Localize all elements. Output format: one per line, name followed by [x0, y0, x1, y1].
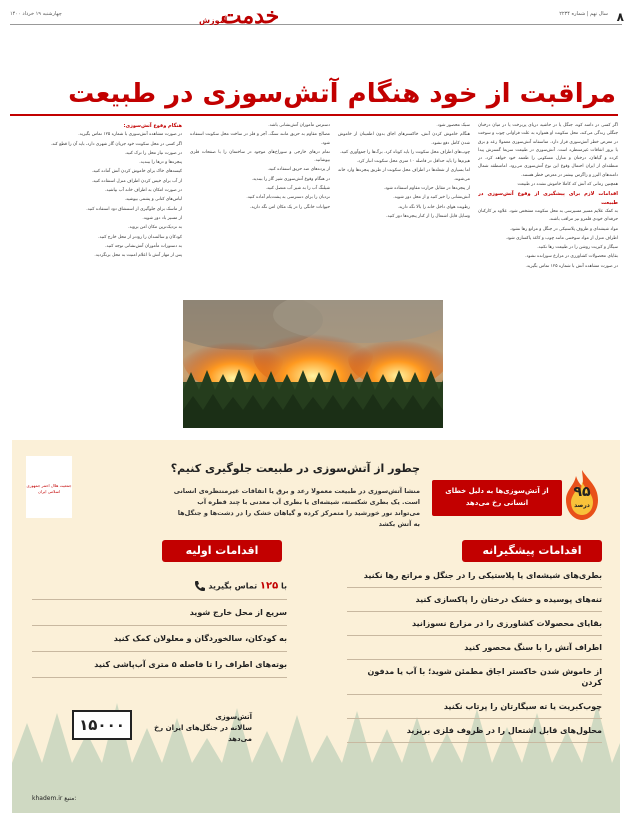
- prevention-item: چوب‌کبریت یا ته سیگارتان را پرتاب نکنید: [347, 701, 602, 719]
- title-rule: [10, 114, 618, 116]
- firstaid-item: بوته‌های اطراف را تا فاصله ۵ متری آب‌پاشی کنید: [32, 659, 287, 678]
- col3-para: نردبان را برای دسترسی به پشت‌بام آماده کنید.: [246, 195, 330, 201]
- prevention-list: [347, 570, 602, 749]
- column-2: [338, 122, 470, 297]
- stat-title: آتش‌سوزی: [215, 713, 252, 721]
- col4-para: از ماسک برای جلوگیری از استنشاق دود استفاده کنید.: [86, 206, 182, 212]
- prevention-item: بطری‌های شیشه‌ای یا پلاستیکی را در جنگل و مراتع رها نکنید: [347, 570, 602, 588]
- firstaid-tag: اقدامات اولیه: [162, 540, 282, 562]
- col1-para: بقایای محصولات کشاورزی در مزارع سوزانده نشود.: [525, 254, 618, 260]
- prevention-item: اطراف آتش را با سنگ محصور کنید: [347, 642, 602, 660]
- header-rule: [10, 24, 622, 25]
- col1-para: به کمک علایم مسیر مسیرسی به محل سکونت مشخص شود. علاوه بر کارکنان حرفه‌ای خودی قلمرو نیز مراقب باشند.: [478, 208, 618, 223]
- percent-label: درصد: [574, 502, 590, 509]
- column-3: [190, 122, 330, 297]
- call-pre: با: [280, 581, 287, 591]
- col4-para: در صورت امکان به اطراف خانه آب بپاشید.: [104, 188, 182, 194]
- source-label: منبع:: [64, 795, 77, 802]
- col2-para: از پنجره‌ها در مقابل حرارت مقاوم استفاده شود.: [383, 186, 470, 192]
- col4-para: کودکان و سالمندان را زودتر از محل خارج کنید.: [98, 234, 182, 240]
- col2-para: اما بسیاری از شعله‌ها در اطراف محل سکونت از طریق پنجره‌ها وارد خانه می‌شوند.: [338, 168, 470, 182]
- col1-para: مواد شیشه‌ای و ظروف پلاستیکی در جنگل و مراتع رها نشود.: [509, 226, 618, 232]
- col2-para: وسایل قابل اشتعال را از کنار پنجره‌ها دور کنید.: [386, 213, 470, 219]
- forest-fire-illustration: [183, 300, 443, 428]
- red-crescent-logo: [26, 456, 72, 518]
- col1-heading: اقدامات لازم برای پیشگیری از وقوع آتش‌سوزی در طبیعت: [478, 191, 618, 206]
- col2-para: هیزم‌ها را باید حداقل در فاصله ۱۰ متری محل سکونت انبار کرد.: [356, 159, 470, 165]
- red-crescent-icon: [41, 462, 57, 478]
- call-number: ۱۲۵: [259, 580, 279, 592]
- col1-para: اطراف منزل از مواد سوختنی مانند چوب و کاغذ پاکسازی شود.: [505, 235, 618, 241]
- prevention-item: تنه‌های پوسیده و خشک درختان را پاکسازی کنید: [347, 594, 602, 612]
- percent-note: از آتش‌سوزی‌ها به دلیل خطای انسانی رخ می‌دهد: [432, 480, 562, 516]
- newspaper-logo: [199, 3, 295, 34]
- firstaid-item: به کودکان، سالخوردگان و معلولان کمک کنید: [32, 633, 287, 652]
- infographic-question: چطور از آتش‌سوزی در طبیعت جلوگیری کنیم؟: [170, 462, 420, 475]
- col3-para: شیلنگ آب را به شیر آب متصل کنید.: [265, 186, 330, 192]
- issue-date: چهارشنبه ۱۹ خرداد ۱۴۰۰: [10, 11, 62, 17]
- col1-para: سیگار و کبریت روشن را در طبیعت رها نکنید.: [537, 245, 618, 251]
- col4-para: از آب برای خیس کردن اطراف منزل استفاده کنید.: [91, 178, 182, 184]
- article-title: مراقبت از خود هنگام آتش‌سوزی در طبیعت: [68, 79, 616, 109]
- col4-para: پنجره‌ها و درها را ببندید.: [139, 160, 182, 166]
- annual-fires-stat: [72, 710, 252, 744]
- col4-heading: هنگام وقوع آتش‌سوزی:: [123, 123, 182, 129]
- logo-main: خدمت: [220, 3, 280, 29]
- col4-para: اگر کسی در محل سکونت خود جریان گاز شهری دارد، باید آن را قطع کند.: [50, 141, 182, 147]
- col4-para: به دستورات مأموران آتش‌نشانی توجه کنید.: [105, 243, 182, 249]
- col2-para: هنگام خاموش کردن آتش، خاکسترهای اجاق بدون اطمینان از خاموش شدن کامل دفع نشود.: [338, 132, 470, 146]
- firstaid-list: [32, 580, 287, 685]
- column-1: [478, 122, 618, 434]
- percent-badge: [562, 468, 602, 522]
- firstaid-item: سریع از محل خارج شوید: [32, 607, 287, 626]
- col2-para: سبک محصور شود.: [436, 123, 470, 128]
- col2-para: آتش‌نشانی را خبر کنید و از محل دور شوید.: [393, 195, 470, 201]
- col3-para: در هنگام وقوع آتش‌سوزی شیر گاز را ببندید.: [251, 176, 330, 182]
- infographic: [12, 440, 620, 813]
- col4-para: از مسیر باد دور شوید.: [142, 215, 182, 221]
- percent-number: ۹۵: [573, 484, 591, 500]
- page-number: ۸: [616, 10, 624, 24]
- col3-para: دسترس مأموران آتش‌نشانی باشد.: [268, 123, 330, 128]
- column-4: [12, 122, 182, 434]
- prevention-item: از خاموش شدن خاکستر اجاق مطمئن شوید؛ با آب یا مدفون کردن: [347, 666, 602, 695]
- col4-para: در صورت مشاهده آتش‌سوزی با شماره ۱۲۵ تماس بگیرید.: [78, 132, 182, 138]
- col3-para: مصالح مقاوم به حریق مانند سنگ، آجر و فلز در ساخت محل سکونت استفاده شود.: [190, 132, 330, 146]
- prevention-tag: اقدامات پیشگیرانه: [462, 540, 602, 562]
- stat-text: [140, 712, 252, 745]
- col1-para: اگر کسی در دامنه کوه، جنگل یا در حاشیه دریای پربرخت یا در میان درختان جنگلی زندگی می‌کند، محل سکونت او همواره به علت فراوانی چوب و سوخت در معرض خطر آتش‌سوزی قرار دارد. متاسفانه آتش‌سوزی معمولا رعد و برق یا بروز اتفاقات غیرمنتظره است. آتش‌سوزی در طبیعت سریعا گسترش پیدا کرده و گیاهان، درختان و منازل مسکونی را طعمه خود خواهد کرد. در منطقه‌ای از ایران احتمال وقوع این نوع آتش‌سوزی می‌رود. امامنطقه شمال دامنه‌های البرز و زاگرس بیشتر در معرض خطر هستند.: [478, 123, 618, 178]
- source-credit: [32, 795, 76, 802]
- infographic-body: منشا آتش‌سوزی در طبیعت معمولا رعد و برق یا اتفاقات غیرمنتظره‌ی انسانی است. یک بطری شکسته، شیشه‌ای یا بطری آب معدنی با چند قطره آب می‌تواند نور خورشید را متمرکز کرده و گیاهان خشک را در دشت‌ها و جنگل‌ها به آتش بکشد: [173, 487, 420, 528]
- logo-caption: جمعیت هلال احمر جمهوری اسلامی ایران: [26, 483, 72, 494]
- stat-number: ۱۵۰۰۰: [72, 710, 132, 740]
- col4-para: لباس‌های کتانی و پشمی بپوشید.: [124, 197, 182, 203]
- col1-para: همچنین زمانی که آتش که کاملا خاموش نشده در طبیعت: [517, 182, 618, 188]
- logo-sub: آموزش: [199, 16, 228, 25]
- col4-para: به نزدیک‌ترین مکان امن بروید.: [128, 225, 182, 231]
- prevention-item: محلول‌های قابل اشتعال را در ظروف فلزی بریزید: [347, 725, 602, 743]
- source-value: khadem.ir: [32, 795, 63, 802]
- col3-para: تمام درهای خارجی و سوراخ‌های موجود در ساختمان را با صفحات فلزی بپوشانید.: [190, 149, 330, 164]
- col1-para: در صورت مشاهده آتش با شماره ۱۲۵ تماس بگیرید.: [525, 263, 618, 269]
- col4-para: کیسه‌های خاک برای خاموش کردن آتش آماده کنید.: [91, 169, 182, 175]
- col2-para: رطوبت هوای داخل خانه را بالا نگه دارید.: [397, 204, 470, 210]
- col4-para: در صورت نیاز محل را ترک کنید.: [124, 150, 182, 156]
- col3-para: حیوانات خانگی را در یک مکان امن نگه دارید.: [249, 204, 330, 210]
- call-item: [32, 580, 287, 600]
- stat-desc: سالانه در جنگل‌های ایران رخ می‌دهد: [154, 724, 252, 743]
- phone-icon: [194, 580, 206, 592]
- issue-meta: سال نهم | شماره ۲۲۳۴: [559, 11, 608, 17]
- forest-fire-photo: [183, 300, 443, 428]
- call-post: تماس بگیرید: [208, 581, 258, 591]
- col4-para: پس از مهار آتش تا اعلام امنیت به محل برنگردید.: [94, 253, 182, 259]
- page-header: [0, 0, 630, 70]
- col2-para: چوب‌های اطراف محل سکونت را باید کوتاه کرد. برگ‌ها را جمع‌آوری کنید.: [339, 149, 470, 155]
- col3-para: از پرده‌های ضد حریق استفاده کنید.: [267, 167, 330, 173]
- prevention-item: بقایای محصولات کشاورزی را در مزارع نسوزانید: [347, 618, 602, 636]
